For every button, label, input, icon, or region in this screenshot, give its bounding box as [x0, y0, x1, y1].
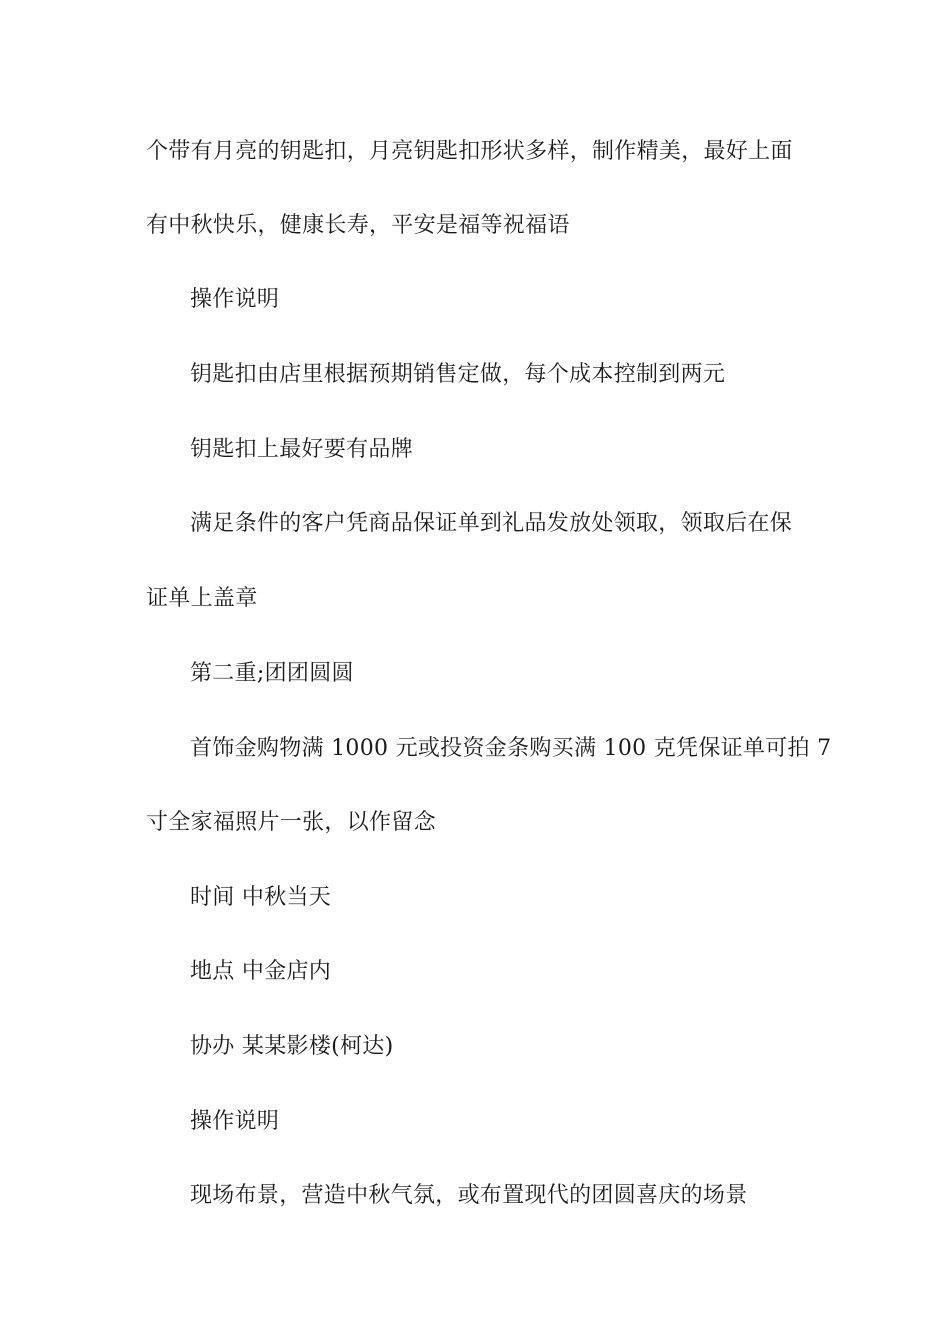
section-heading: 操作说明: [190, 1109, 280, 1134]
section-heading: 操作说明: [190, 287, 280, 312]
co-organizer-line: 协办 某某影楼(柯达): [190, 1034, 394, 1059]
location-line: 地点 中金店内: [190, 959, 332, 984]
paragraph-line: 有中秋快乐，健康长寿，平安是福等祝福语: [146, 213, 570, 238]
paragraph-line: 证单上盖章: [146, 586, 258, 611]
paragraph-line: 个带有月亮的钥匙扣，月亮钥匙扣形状多样，制作精美，最好上面: [146, 139, 793, 164]
time-line: 时间 中秋当天: [190, 885, 332, 910]
paragraph-line: 钥匙扣上最好要有品牌: [190, 437, 414, 462]
section-heading: 第二重;团团圆圆: [190, 661, 354, 686]
paragraph-line: 寸全家福照片一张，以作留念: [146, 810, 436, 835]
paragraph-line: 首饰金购物满 1000 元或投资金条购买满 100 克凭保证单可拍 7: [190, 736, 832, 761]
paragraph-line: 现场布景，营造中秋气氛，或布置现代的团圆喜庆的场景: [190, 1183, 748, 1208]
paragraph-line: 满足条件的客户凭商品保证单到礼品发放处领取，领取后在保: [190, 511, 793, 536]
paragraph-line: 钥匙扣由店里根据预期销售定做，每个成本控制到两元: [190, 362, 726, 387]
